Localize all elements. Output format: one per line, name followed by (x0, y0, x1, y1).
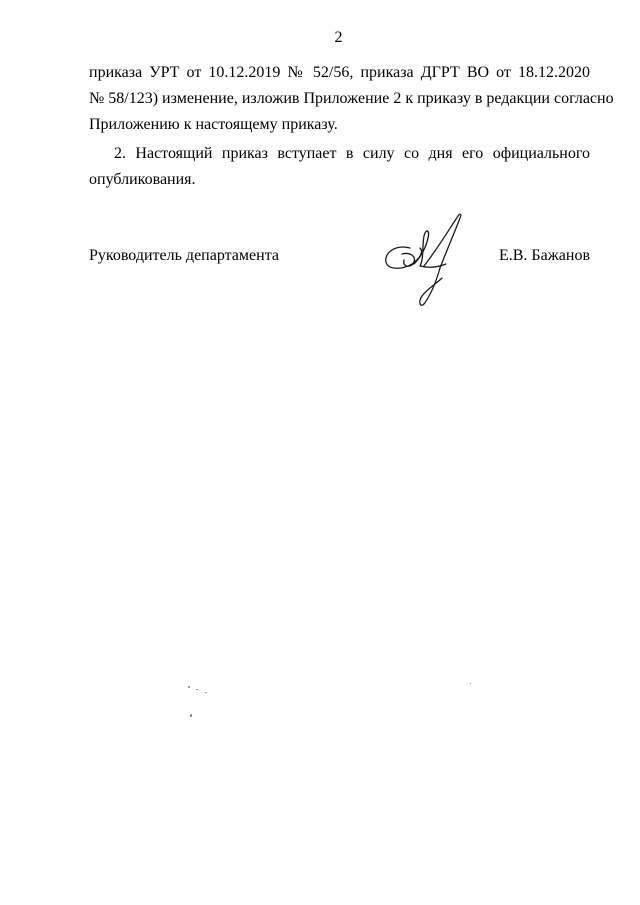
signatory-role: Руководитель департамента (89, 247, 279, 264)
paragraph-2-line-1: 2. Настоящий приказ вступает в силу со дня его официального (114, 145, 590, 162)
paragraph-1 (89, 60, 614, 138)
scan-speck (470, 683, 471, 684)
page-number: 2 (334, 29, 343, 46)
scan-speck (190, 714, 192, 717)
scan-speck (188, 686, 190, 688)
paragraph-2 (89, 141, 590, 193)
paragraph-1-line-1: приказа УРТ от 10.12.2019 № 52/56, приказа ДГРТ ВО от 18.12.2020 (89, 64, 590, 81)
signatory-name: Е.В. Бажанов (498, 247, 590, 264)
scan-speck (205, 692, 207, 693)
paragraph-2-line-2: опубликования. (89, 171, 196, 188)
paragraph-1-line-3: Приложению к настоящему приказу. (89, 116, 338, 133)
signature-icon (380, 208, 470, 318)
paragraph-1-line-2: № 58/123) изменение, изложив Приложение 2 к приказу в редакции согласно (89, 90, 614, 107)
scan-speck (196, 689, 198, 690)
